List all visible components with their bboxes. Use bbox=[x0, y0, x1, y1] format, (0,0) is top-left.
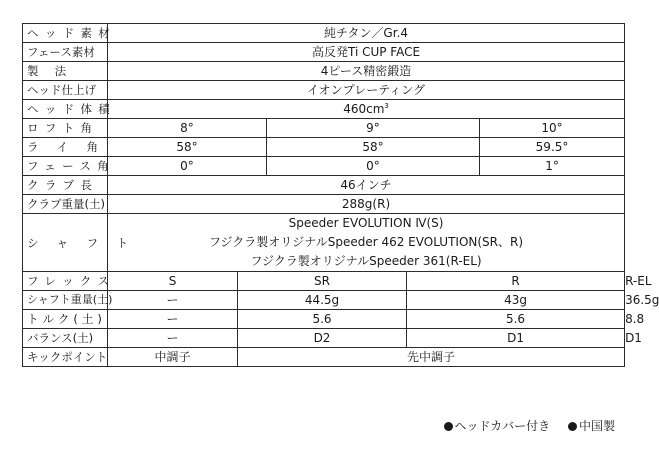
row-label: ヘッド仕上げ bbox=[23, 81, 108, 100]
face-angle-cell: 1° bbox=[480, 157, 625, 176]
table-row: トルク(土) ー 5.6 5.6 8.8 bbox=[23, 310, 625, 329]
spec-table bbox=[22, 23, 659, 367]
lie-cell: 58° bbox=[108, 138, 267, 157]
kickpoint-cell: 先中調子 bbox=[238, 348, 625, 367]
row-value bbox=[108, 100, 625, 119]
table-row bbox=[23, 62, 625, 81]
balance-cell: ー bbox=[108, 329, 238, 348]
footnotes bbox=[430, 417, 616, 434]
row-label: シャフト bbox=[23, 214, 108, 272]
kickpoint-cell: 中調子 bbox=[108, 348, 238, 367]
row-label: フレックス bbox=[23, 272, 108, 291]
row-label: シャフト重量(土) bbox=[23, 291, 108, 310]
footnote-text: 中国製 bbox=[578, 419, 615, 433]
loft-cell: 9° bbox=[267, 119, 480, 138]
table-row bbox=[23, 176, 625, 195]
face-angle-cell: 0° bbox=[108, 157, 267, 176]
table-row: バランス(土) ー D2 D1 D1 bbox=[23, 329, 625, 348]
row-label: クラブ長 bbox=[23, 176, 108, 195]
flex-cell: SR bbox=[238, 272, 407, 291]
torque-cell: ー bbox=[108, 310, 238, 329]
table-row bbox=[23, 195, 625, 214]
table-row bbox=[23, 100, 625, 119]
table-row bbox=[23, 24, 625, 43]
table-row bbox=[23, 348, 625, 367]
row-label: キックポイント bbox=[23, 348, 108, 367]
row-label: フェース素材 bbox=[23, 43, 108, 62]
row-label: フェース角 bbox=[23, 157, 108, 176]
footnote-text: ヘッドカバー付き bbox=[454, 419, 551, 433]
flex-cell: R bbox=[407, 272, 625, 291]
lie-cell: 59.5° bbox=[480, 138, 625, 157]
row-value: 純チタン／Gr.4 bbox=[108, 24, 625, 43]
shaft-line: フジクラ製オリジナルSpeeder 361(R-EL) bbox=[250, 254, 482, 268]
volume-value: 460cm bbox=[343, 102, 385, 116]
table-row: シャフト重量(土) ー 44.5g 43g 36.5g bbox=[23, 291, 625, 310]
row-label: クラブ重量(土) bbox=[23, 195, 108, 214]
balance-cell: D1 bbox=[407, 329, 625, 348]
table-row bbox=[23, 43, 625, 62]
footnote-origin bbox=[568, 419, 615, 433]
table-row bbox=[23, 81, 625, 100]
lie-cell: 58° bbox=[267, 138, 480, 157]
row-label: トルク(土) bbox=[23, 310, 108, 329]
shaft-weight-cell: 43g bbox=[407, 291, 625, 310]
loft-cell: 8° bbox=[108, 119, 267, 138]
footnote-headcover bbox=[444, 419, 551, 433]
bullet-icon bbox=[568, 422, 577, 431]
shaft-value bbox=[108, 214, 625, 272]
table-row bbox=[23, 138, 625, 157]
table-row: フレックス S SR R R-EL bbox=[23, 272, 625, 291]
row-value: 4ピース精密鍛造 bbox=[108, 62, 625, 81]
shaft-weight-cell: 44.5g bbox=[238, 291, 407, 310]
flex-cell: S bbox=[108, 272, 238, 291]
row-label: ロフト角 bbox=[23, 119, 108, 138]
row-value: イオンプレーティング bbox=[108, 81, 625, 100]
row-value: 288g(R) bbox=[108, 195, 625, 214]
row-value: 46インチ bbox=[108, 176, 625, 195]
row-label: ライ角 bbox=[23, 138, 108, 157]
row-label: ヘッド体積 bbox=[23, 100, 108, 119]
row-label: バランス(土) bbox=[23, 329, 108, 348]
table-row bbox=[23, 214, 625, 272]
table-row bbox=[23, 157, 625, 176]
balance-cell: D2 bbox=[238, 329, 407, 348]
shaft-line: Speeder EVOLUTION Ⅳ(S) bbox=[288, 216, 444, 230]
torque-cell: 5.6 bbox=[238, 310, 407, 329]
face-angle-cell: 0° bbox=[267, 157, 480, 176]
bullet-icon bbox=[444, 422, 453, 431]
torque-cell: 5.6 bbox=[407, 310, 625, 329]
volume-unit-sup: 3 bbox=[384, 102, 389, 110]
row-label: ヘッド素材 bbox=[23, 24, 108, 43]
shaft-weight-cell: ー bbox=[108, 291, 238, 310]
row-value: 高反発Ti CUP FACE bbox=[108, 43, 625, 62]
loft-cell: 10° bbox=[480, 119, 625, 138]
table-row bbox=[23, 119, 625, 138]
row-label: 製 法 bbox=[23, 62, 108, 81]
shaft-line: フジクラ製オリジナルSpeeder 462 EVOLUTION(SR、R) bbox=[209, 235, 524, 249]
